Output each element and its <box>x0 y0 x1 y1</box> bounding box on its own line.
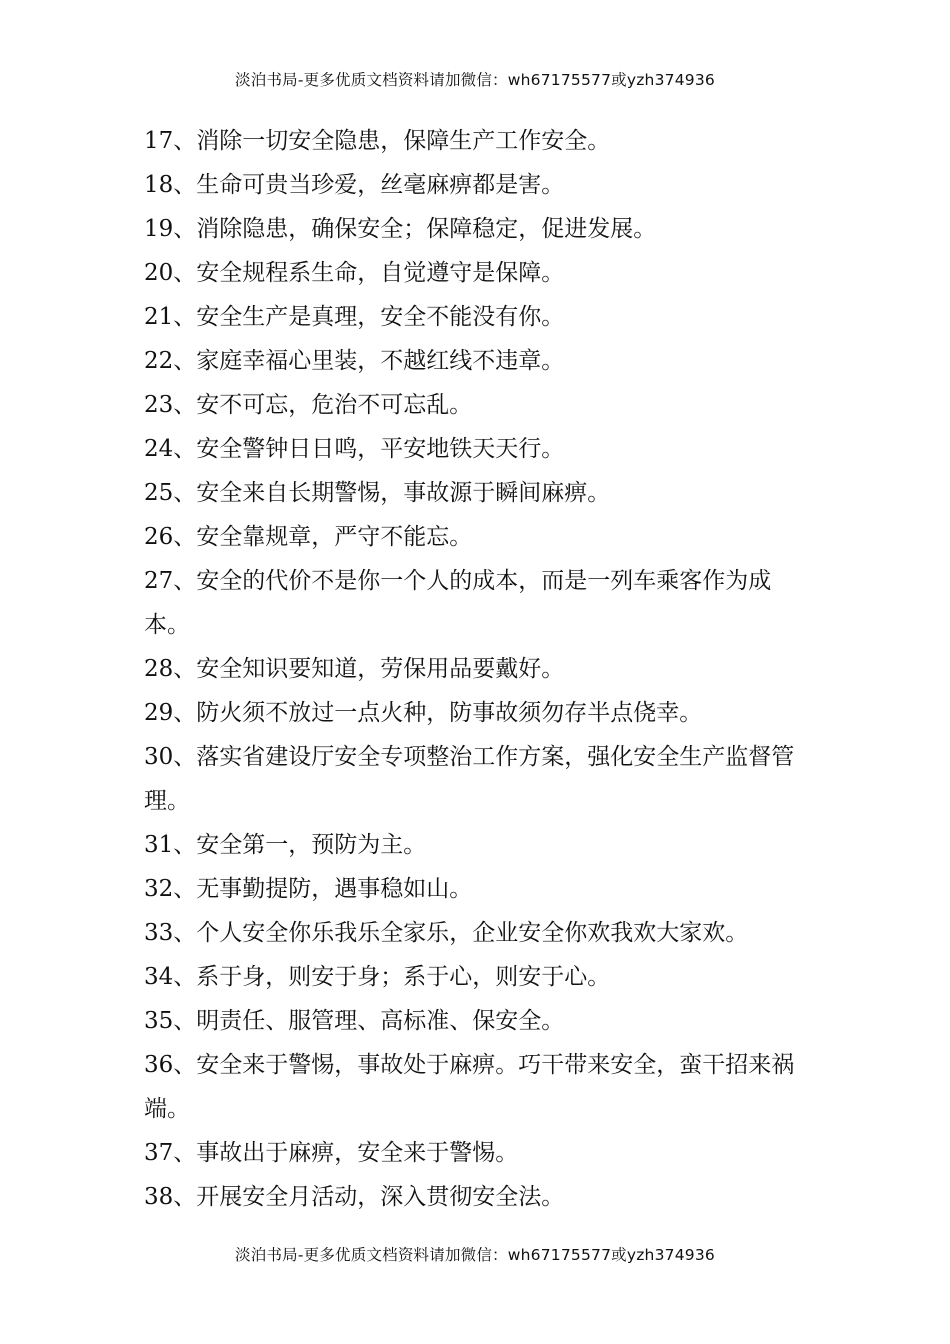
list-item: 35、明责任、服管理、高标准、保安全。 <box>144 1008 565 1034</box>
list-item: 31、安全第一，预防为主。 <box>144 832 427 858</box>
list-item: 28、安全知识要知道，劳保用品要戴好。 <box>144 656 565 682</box>
page-footer-watermark: 淡泊书局-更多优质文档资料请加微信：wh67175577或yzh374936 <box>235 1246 715 1264</box>
list-item: 38、开展安全月活动，深入贯彻安全法。 <box>144 1184 565 1210</box>
list-item: 33、个人安全你乐我乐全家乐，企业安全你欢我欢大家欢。 <box>144 920 749 946</box>
list-item: 26、安全靠规章，严守不能忘。 <box>144 524 473 550</box>
list-item: 27、安全的代价不是你一个人的成本，而是一列车乘客作为成本。 <box>144 568 772 638</box>
list-item: 34、系于身，则安于身；系于心，则安于心。 <box>144 964 611 990</box>
page-header-watermark: 淡泊书局-更多优质文档资料请加微信：wh67175577或yzh374936 <box>235 71 715 89</box>
list-item: 32、无事勤提防，遇事稳如山。 <box>144 876 473 902</box>
list-item: 20、安全规程系生命，自觉遵守是保障。 <box>144 260 565 286</box>
list-item: 22、家庭幸福心里装，不越红线不违章。 <box>144 348 565 374</box>
list-item: 37、事故出于麻痹，安全来于警惕。 <box>144 1140 519 1166</box>
list-item: 17、消除一切安全隐患，保障生产工作安全。 <box>144 128 611 154</box>
list-item: 25、安全来自长期警惕，事故源于瞬间麻痹。 <box>144 480 611 506</box>
list-item: 30、落实省建设厅安全专项整治工作方案，强化安全生产监督管理。 <box>144 744 795 814</box>
slogan-list <box>144 119 804 1219</box>
list-item: 18、生命可贵当珍爱，丝毫麻痹都是害。 <box>144 172 565 198</box>
list-item: 19、消除隐患，确保安全；保障稳定，促进发展。 <box>144 216 657 242</box>
list-item: 24、安全警钟日日鸣，平安地铁天天行。 <box>144 436 565 462</box>
list-item: 29、防火须不放过一点火种，防事故须勿存半点侥幸。 <box>144 700 703 726</box>
list-item: 36、安全来于警惕，事故处于麻痹。巧干带来安全，蛮干招来祸端。 <box>144 1052 795 1122</box>
list-item: 23、安不可忘，危治不可忘乱。 <box>144 392 473 418</box>
list-item: 21、安全生产是真理，安全不能没有你。 <box>144 304 565 330</box>
